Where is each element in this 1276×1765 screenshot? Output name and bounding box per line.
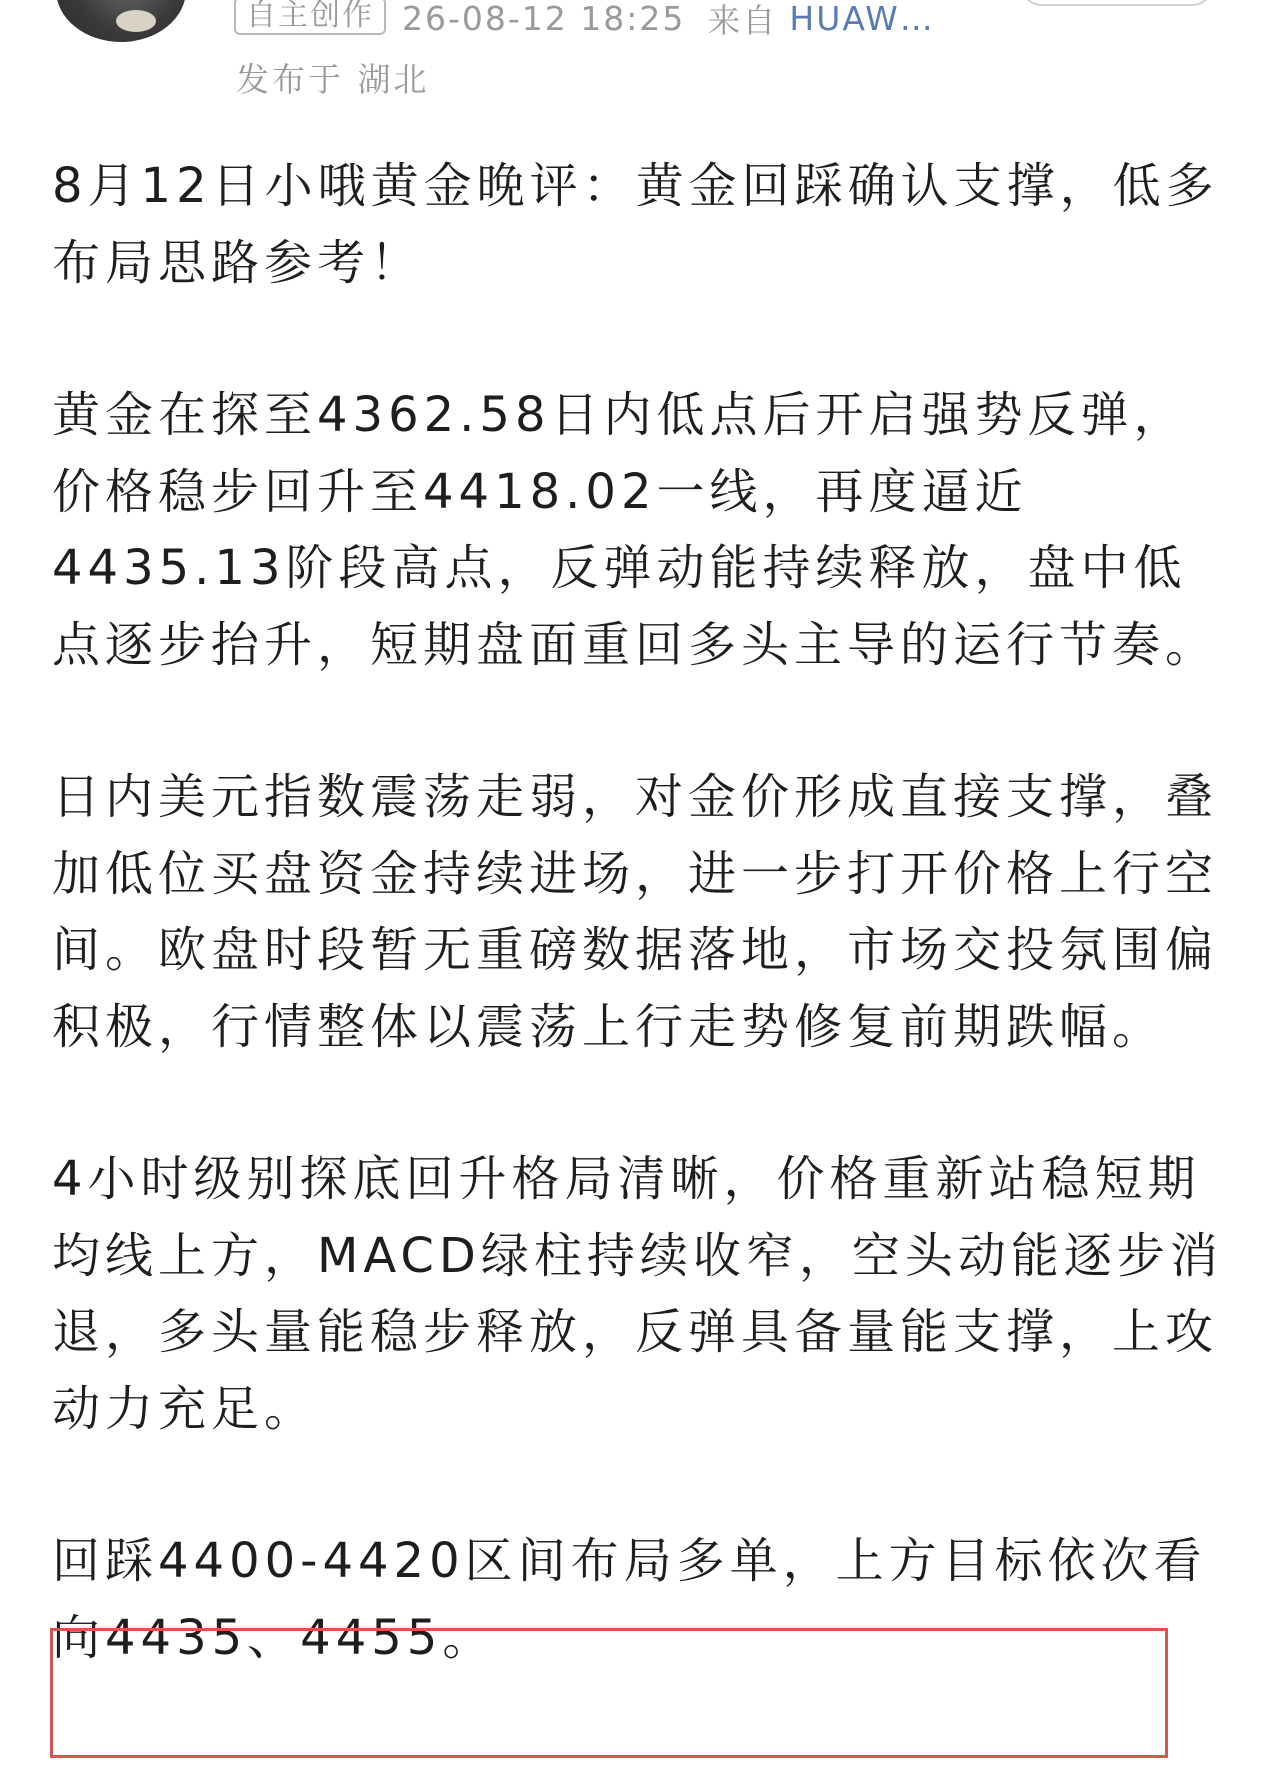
- source-label: 来自: [707, 0, 778, 40]
- post-time: 26-08-12 18:25: [402, 0, 686, 38]
- post-paragraph: 4小时级别探底回升格局清晰，价格重新站稳短期均线上方，MACD绿柱持续收窄，空头动能逐步消退，多头量能稳步释放，反弹具备量能支撑，上攻动力充足。: [52, 1151, 1223, 1437]
- post-title-paragraph: 8月12日小哦黄金晚评：黄金回踩确认支撑，低多布局思路参考！: [52, 158, 1219, 291]
- follow-button[interactable]: [1020, 0, 1214, 6]
- avatar[interactable]: [56, 0, 186, 42]
- avatar-image-detail: [116, 10, 156, 32]
- post-paragraph: 日内美元指数震荡走弱，对金价形成直接支撑，叠加低位买盘资金持续进场，进一步打开价格上行空间。欧盘时段暂无重磅数据落地，市场交投氛围偏积极，行情整体以震荡上行走势修复前期跌幅。: [52, 769, 1219, 1055]
- post-strategy-paragraph: 回踩4400-4420区间布局多单，上方目标依次看向4435、4455。: [52, 1533, 1207, 1666]
- original-badge: 自主创作: [234, 0, 386, 35]
- post-header: [0, 0, 1276, 120]
- source-device-link[interactable]: HUAW…: [789, 0, 935, 38]
- post-content: [52, 148, 1232, 1676]
- post-location: 发布于 湖北: [236, 60, 430, 99]
- post-meta: [234, 0, 935, 40]
- post-paragraph: 黄金在探至4362.58日内低点后开启强势反弹，价格稳步回升至4418.02一线，再度逼近4435.13阶段高点，反弹动能持续释放，盘中低点逐步抬升，短期盘面重回多头主导的运行节奏。: [52, 387, 1219, 673]
